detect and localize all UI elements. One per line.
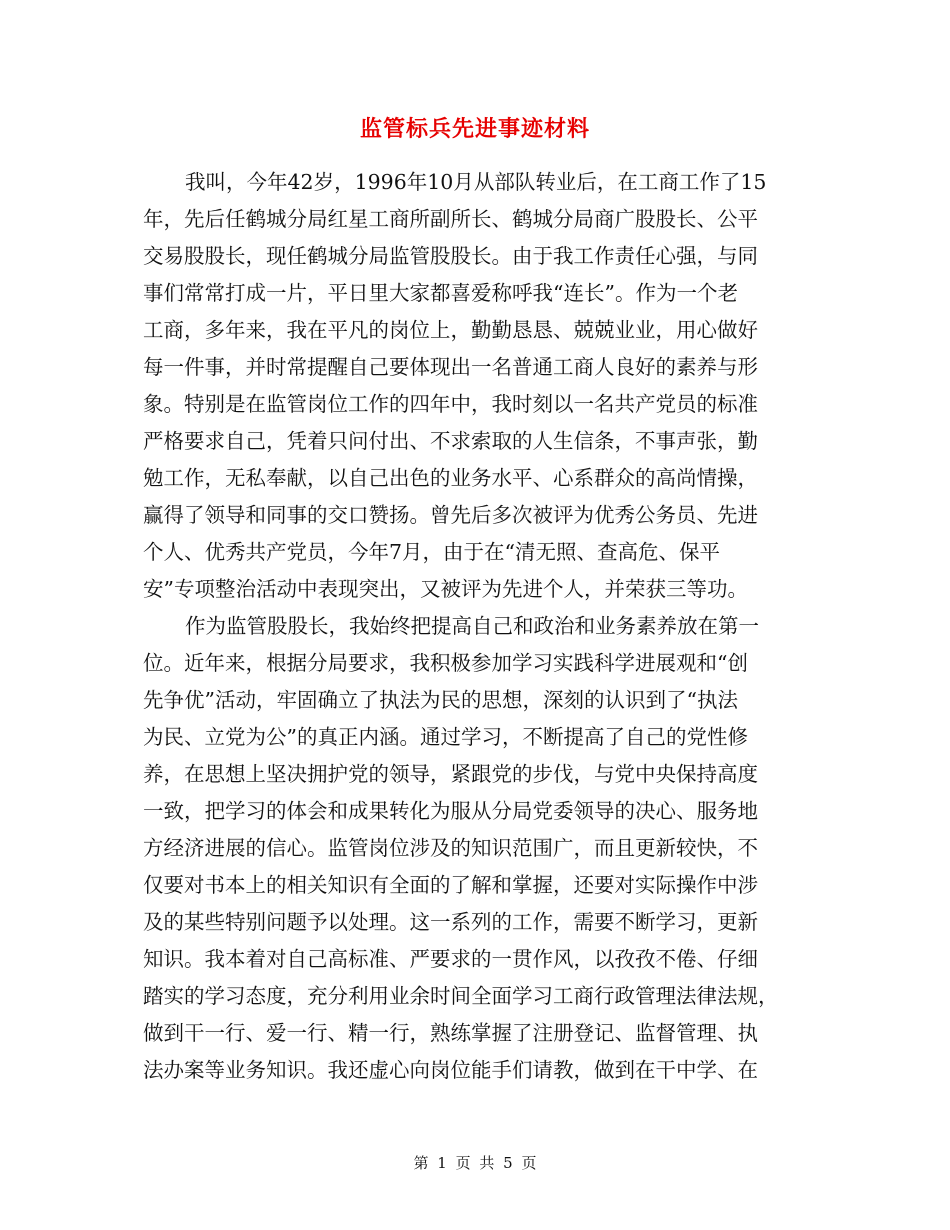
text-line: 踏实的学习态度，充分利用业余时间全面学习工商行政管理法律法规， [143, 984, 779, 1008]
text-line: 仅要对书本上的相关知识有全面的了解和掌握，还要对实际操作中涉 [143, 873, 758, 897]
text-line: 勉工作，无私奉献，以自己出色的业务水平、心系群众的高尚情操， [143, 466, 758, 490]
text-line: 先争优”活动，牢固确立了执法为民的思想，深刻的认识到了“执法 [143, 688, 738, 712]
document-title: 监管标兵先进事迹材料 [359, 116, 590, 142]
text-line: 交易股股长，现任鹤城分局监管股股长。由于我工作责任心强，与同 [143, 244, 758, 268]
text-line: 安”专项整治活动中表现突出，又被评为先进个人，并荣获三等功。 [143, 577, 748, 601]
text-line: 为民、立党为公”的真正内涵。通过学习，不断提高了自己的党性修 [143, 725, 748, 749]
text-line: 每一件事，并时常提醒自己要体现出一名普通工商人良好的素养与形 [143, 355, 758, 379]
text-line: 做到干一行、爱一行、精一行，熟练掌握了注册登记、监督管理、执 [143, 1021, 758, 1045]
text-line: 一致，把学习的体会和成果转化为服从分局党委领导的决心、服务地 [143, 799, 758, 823]
text-line: 个人、优秀共产党员，今年7月，由于在“清无照、查高危、保平 [143, 540, 721, 564]
text-line: 事们常常打成一片，平日里大家都喜爱称呼我“连长”。作为一个老 [143, 281, 738, 305]
text-line: 严格要求自己，凭着只问付出、不求索取的人生信条，不事声张，勤 [143, 429, 758, 453]
text-line: 年，先后任鹤城分局红星工商所副所长、鹤城分局商广股股长、公平 [143, 207, 758, 231]
text-line: 工商，多年来，我在平凡的岗位上，勤勤恳恳、兢兢业业，用心做好 [143, 318, 758, 342]
text-line: 方经济进展的信心。监管岗位涉及的知识范围广，而且更新较快，不 [143, 836, 758, 860]
text-line: 我叫，今年42岁，1996年10月从部队转业后，在工商工作了15 [185, 170, 767, 194]
text-line: 象。特别是在监管岗位工作的四年中，我时刻以一名共产党员的标准 [143, 392, 758, 416]
document-body [143, 164, 811, 1089]
text-line: 作为监管股股长，我始终把提高自己和政治和业务素养放在第一 [185, 614, 759, 638]
text-line: 法办案等业务知识。我还虚心向岗位能手们请教，做到在干中学、在 [143, 1058, 758, 1082]
text-line: 知识。我本着对自己高标准、严要求的一贯作风，以孜孜不倦、仔细 [143, 947, 758, 971]
text-line: 及的某些特别问题予以处理。这一系列的工作，需要不断学习，更新 [143, 910, 758, 934]
text-line: 位。近年来，根据分局要求，我积极参加学习实践科学进展观和“创 [143, 651, 748, 675]
text-line: 赢得了领导和同事的交口赞扬。曾先后多次被评为优秀公务员、先进 [143, 503, 758, 527]
page-footer: 第 1 页 共 5 页 [413, 1154, 537, 1172]
text-line: 养，在思想上坚决拥护党的领导，紧跟党的步伐，与党中央保持高度 [143, 762, 758, 786]
